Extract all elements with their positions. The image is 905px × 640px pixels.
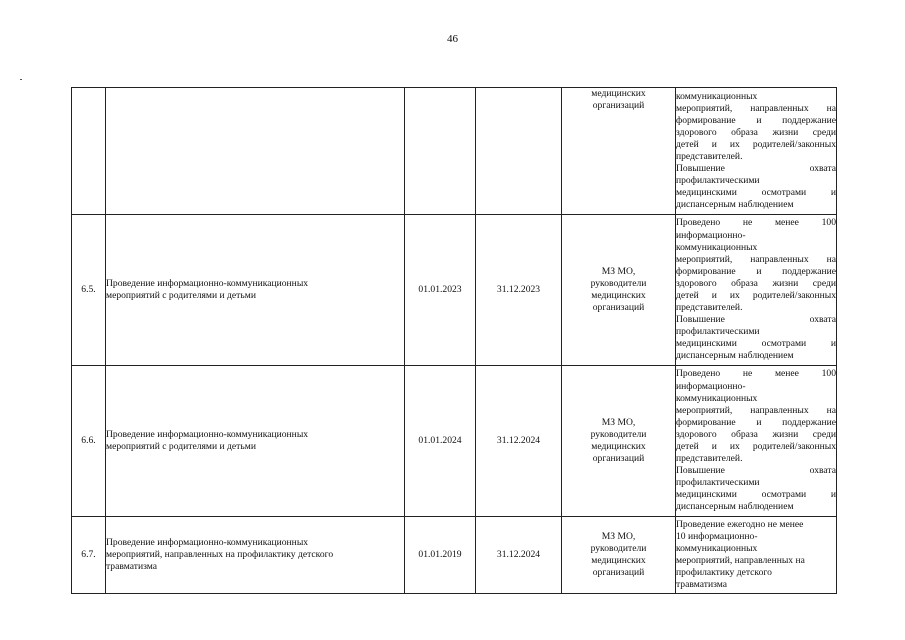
responsible-line: МЗ МО, [601, 265, 636, 277]
page-number: 46 [447, 33, 458, 45]
responsible-line: медицинских [591, 555, 646, 566]
activity-name-line: Проведение информационно-коммуникационных [106, 428, 309, 440]
expected-result-line: информационно- [676, 380, 746, 392]
expected-result-line: представителей. [676, 453, 743, 465]
expected-result-line: Повышение охвата [676, 314, 836, 326]
end-date: 31.12.2023 [476, 215, 562, 366]
responsible-line: руководители [590, 428, 647, 440]
table-row [72, 517, 837, 594]
expected-result-line: представителей. [676, 151, 743, 162]
scan-mark [20, 79, 22, 80]
expected-result-line: Проведено не менее 100 [676, 368, 836, 380]
start-date: 01.01.2023 [405, 215, 476, 366]
item-number: 6.6. [72, 366, 106, 517]
responsible [562, 517, 676, 594]
responsible-line: организаций [592, 567, 645, 579]
expected-result-line: профилактическими [676, 326, 760, 338]
expected-result-line: коммуникационных [676, 241, 758, 253]
expected-result-line: медицинскими осмотрами и [676, 187, 836, 199]
table-row [72, 215, 837, 366]
expected-result-line: диспансерным наблюдением [676, 199, 794, 211]
expected-result-line: диспансерным наблюдением [676, 350, 794, 362]
expected-result-line: профилактическими [676, 175, 760, 187]
expected-result-line: коммуникационных [676, 90, 758, 102]
responsible-line: руководители [590, 277, 647, 289]
responsible-line: МЗ МО, [601, 416, 636, 428]
expected-result-line: профилактическими [676, 477, 760, 489]
activity-name-line: Проведение информационно-коммуникационных [106, 536, 309, 548]
expected-result-line: мероприятий, направленных на [676, 253, 836, 265]
responsible [562, 88, 676, 215]
table-body [72, 88, 837, 594]
responsible [562, 366, 676, 517]
activity-name [106, 366, 405, 517]
item-number [72, 88, 106, 215]
expected-result-line: мероприятий, направленных на [676, 102, 836, 114]
item-number: 6.5. [72, 215, 106, 366]
activity-name [106, 517, 405, 594]
end-date: 31.12.2024 [476, 517, 562, 594]
activity-name [106, 215, 405, 366]
expected-result [676, 366, 837, 517]
end-date [476, 88, 562, 215]
activity-name-line: травматизма [106, 561, 157, 573]
expected-result-line: мероприятий, направленных на [676, 555, 805, 566]
expected-result-line: Повышение охвата [676, 163, 836, 175]
activity-name-line: мероприятий, направленных на профилактику детского [106, 548, 334, 560]
expected-result-line: формирование и поддержание [676, 114, 836, 126]
responsible-line: МЗ МО, [601, 530, 636, 542]
activity-name-line: мероприятий с родителями и детьми [106, 290, 256, 301]
expected-result-line: Повышение охвата [676, 465, 836, 477]
expected-result-line: диспансерным наблюдением [676, 501, 794, 513]
expected-result-line: здорового образа жизни среди [676, 428, 836, 440]
end-date: 31.12.2024 [476, 366, 562, 517]
expected-result-line: медицинскими осмотрами и [676, 489, 836, 501]
expected-result [676, 215, 837, 366]
expected-result-line: детей и их родителей/законных [676, 290, 836, 301]
responsible-line: медицинских [591, 290, 646, 301]
responsible-line: организаций [592, 453, 645, 465]
activity-name-line: мероприятий с родителями и детьми [106, 441, 256, 452]
responsible-line: руководители [590, 542, 647, 554]
expected-result-line: формирование и поддержание [676, 265, 836, 277]
expected-result-line: 10 информационно- [676, 530, 758, 542]
table-row [72, 366, 837, 517]
activity-name [106, 88, 405, 215]
start-date: 01.01.2024 [405, 366, 476, 517]
responsible-line: организаций [592, 302, 645, 314]
expected-result [676, 88, 837, 215]
responsible-line: медицинских [591, 88, 646, 99]
responsible [562, 215, 676, 366]
expected-result-line: Проведение ежегодно не менее [676, 518, 804, 530]
table-row [72, 88, 837, 215]
expected-result-line: мероприятий, направленных на [676, 404, 836, 416]
expected-result-line: травматизма [676, 579, 727, 591]
start-date: 01.01.2019 [405, 517, 476, 594]
responsible-line: медицинских [591, 441, 646, 452]
expected-result-line: здорового образа жизни среди [676, 277, 836, 289]
start-date [405, 88, 476, 215]
expected-result-line: коммуникационных [676, 542, 758, 554]
activity-name-line: Проведение информационно-коммуникационных [106, 277, 309, 289]
expected-result-line: профилактику детского [676, 567, 772, 579]
expected-result-line: представителей. [676, 302, 743, 314]
responsible-line: организаций [592, 100, 645, 112]
expected-result-line: информационно- [676, 229, 746, 241]
expected-result-line: Проведено не менее 100 [676, 217, 836, 229]
expected-result-line: детей и их родителей/законных [676, 441, 836, 452]
expected-result-line: здорового образа жизни среди [676, 126, 836, 138]
expected-result-line: коммуникационных [676, 392, 758, 404]
expected-result-line: медицинскими осмотрами и [676, 338, 836, 350]
expected-result-line: детей и их родителей/законных [676, 138, 836, 150]
item-number: 6.7. [72, 517, 106, 594]
activities-table [71, 87, 837, 594]
expected-result [676, 517, 837, 594]
expected-result-line: формирование и поддержание [676, 416, 836, 428]
